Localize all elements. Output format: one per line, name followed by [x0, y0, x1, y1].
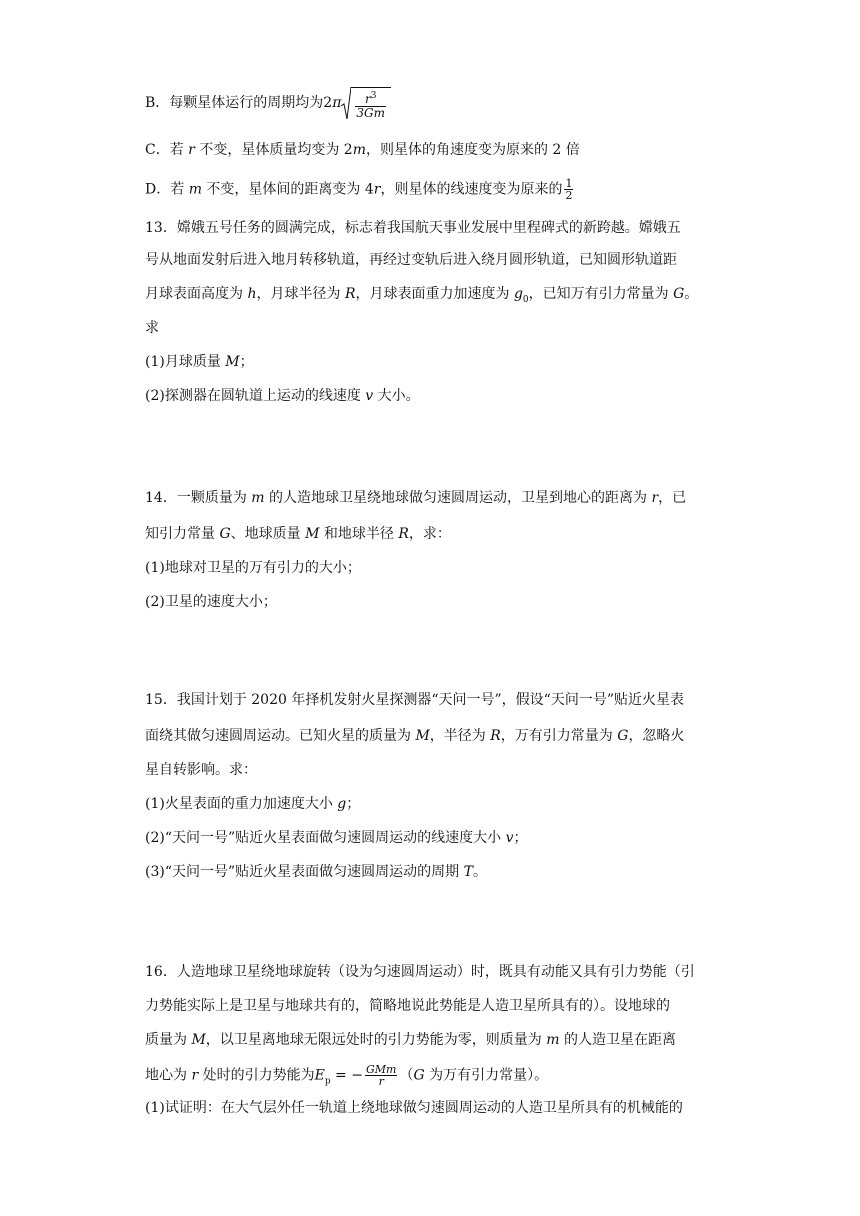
q13-line-1: 13．嫦娥五号任务的圆满完成，标志着我国航天事业发展中里程碑式的新跨越。嫦娥五 [145, 220, 681, 236]
q16-line-2: 力势能实际上是卫星与地球共有的，简略地说此势能是人造卫星所具有的）。设地球的 [145, 998, 670, 1014]
q15-line-3: 星自转影响。求： [145, 762, 257, 778]
q14-line-1: 14．一颗质量为 m 的人造地球卫星绕地球做匀速圆周运动，卫星到地心的距离为 r，已 [145, 490, 687, 506]
q13-sub-2: (2)探测器在圆轨道上运动的线速度 v 大小。 [145, 388, 420, 404]
q16-line-1: 16．人造地球卫星绕地球旋转（设为匀速圆周运动）时，既具有动能又具有引力势能（引 [145, 964, 695, 980]
q15-sub-1: (1)火星表面的重力加速度大小 g； [145, 796, 361, 812]
q15-sub-3: (3)“天问一号”贴近火星表面做匀速圆周运动的周期 T。 [145, 864, 487, 880]
potential-energy-fraction: $\frac{\text{GMm}}{r}$ [365, 1063, 397, 1088]
q16-line-5: (1)试证明：在大气层外任一轨道上绕地球做匀速圆周运动的人造卫星所具有的机械能的 [145, 1100, 683, 1116]
q14-sub-1: (1)地球对卫星的万有引力的大小； [145, 560, 361, 576]
q15-line-2: 面绕其做匀速圆周运动。已知火星的质量为 M，半径为 R，万有引力常量为 G，忽略火 [145, 728, 685, 744]
q16-line-4: 地心为 r 处时的引力势能为$E_p$ = − $\frac{\text{GMm}}{r}$ （G 为万有引力常量）。 [145, 1063, 549, 1088]
q12-option-b: B．每颗星体运行的周期均为2π $\frac{r^3}{3Gm}$ [145, 86, 391, 120]
q14-line-2: 知引力常量 G、地球质量 M 和地球半径 R，求： [145, 526, 451, 542]
q13-sub-1: (1)月球质量 M； [145, 354, 254, 370]
q15-line-1: 15．我国计划于 2020 年择机发射火星探测器“天问一号”，假设“天问一号”贴近火星表 [145, 692, 684, 708]
q15-sub-2: (2)“天问一号”贴近火星表面做匀速圆周运动的线速度大小 v； [145, 830, 528, 846]
fraction-one-half: $\frac{1}{2}$ [565, 177, 573, 202]
sqrt-expression: $\frac{r^3}{3Gm}$ [341, 86, 391, 120]
q13-line-2: 号从地面发射后进入地月转移轨道，再经过变轨后进入绕月圆形轨道，已知圆形轨道距 [145, 252, 677, 268]
q13-line-3: 月球表面高度为 h，月球半径为 R，月球表面重力加速度为 $g_0$，已知万有引力常量为 G。 [145, 286, 699, 305]
q12-option-c: C．若 r 不变，星体质量均变为 2m，则星体的角速度变为原来的 2 倍 [145, 142, 580, 158]
q16-line-3: 质量为 M，以卫星离地球无限远处时的引力势能为零，则质量为 m 的人造卫星在距离 [145, 1032, 676, 1048]
q12-option-d: D．若 m 不变，星体间的距离变为 4r，则星体的线速度变为原来的 $\frac{1}{2}$ [145, 177, 573, 202]
q13-line-4: 求 [145, 320, 159, 336]
q14-sub-2: (2)卫星的速度大小； [145, 594, 277, 610]
